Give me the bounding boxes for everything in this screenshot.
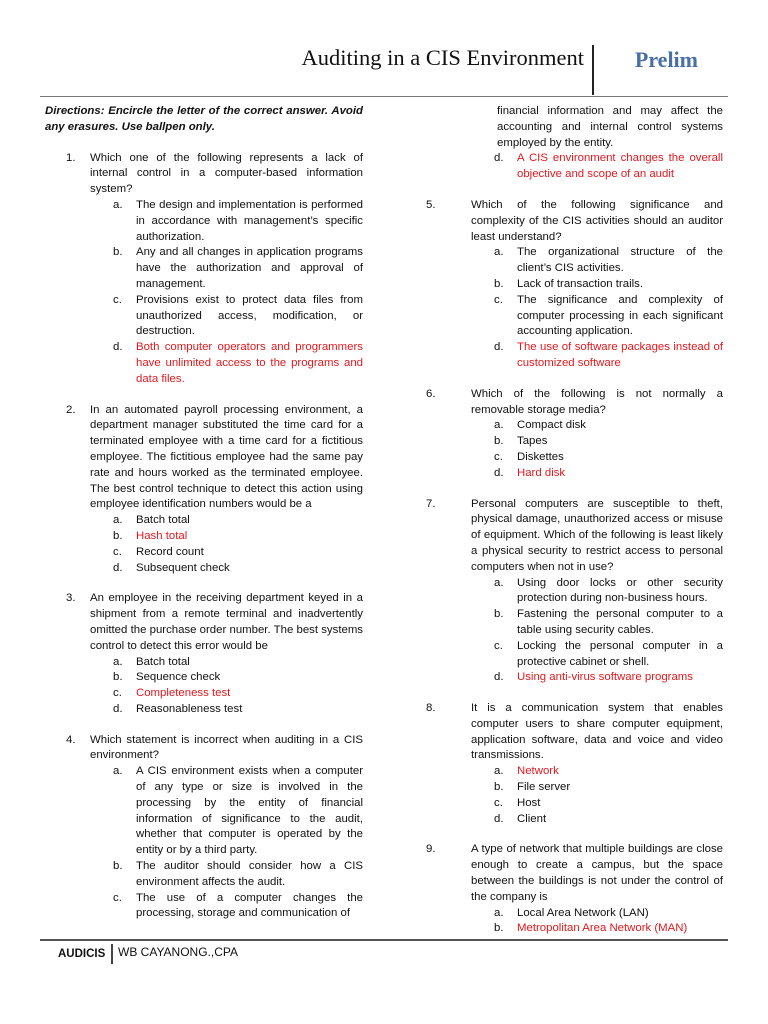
choice-c[interactable] xyxy=(90,891,363,923)
choice-d[interactable] xyxy=(90,561,363,577)
choice-letter: d. xyxy=(494,466,504,479)
choice-text: Metropolitan Area Network (MAN) xyxy=(517,922,688,935)
choice-letter: c. xyxy=(494,293,503,306)
page-header xyxy=(40,40,728,97)
question-text: Personal computers are susceptible to theft, physical damage, unauthorized access or misuse of equipment. Which of the following is least likely a physical security to restrict access to personal computers when not in use? xyxy=(471,497,723,573)
choice-letter: b. xyxy=(113,246,123,259)
choice-letter: c. xyxy=(494,639,503,652)
choice-list xyxy=(471,576,723,687)
choice-letter: d. xyxy=(113,341,123,354)
choice-text: Compact disk xyxy=(517,419,587,432)
choice-letter: c. xyxy=(113,545,122,558)
question-6 xyxy=(426,387,723,482)
question-1 xyxy=(45,151,363,388)
question-number: 9. xyxy=(426,843,436,856)
choice-list xyxy=(471,906,723,938)
choice-text: File server xyxy=(517,781,571,794)
choice-d[interactable] xyxy=(471,340,723,372)
choice-c[interactable] xyxy=(471,450,723,466)
course-code: AUDICIS xyxy=(58,948,106,960)
question-text: A type of network that multiple buildings are close enough to create a campus, but the space between the buildings is not under the control of the company is xyxy=(471,843,723,903)
right-column xyxy=(426,104,723,952)
choice-b[interactable] xyxy=(90,859,363,891)
choice-text: Locking the personal computer in a protective cabinet or shell. xyxy=(517,639,723,668)
question-text: An employee in the receiving department keyed in a shipment from a remote terminal and inadvertently omitted the purchase order number. The best systems control to detect this error would be xyxy=(90,592,363,652)
choice-c[interactable] xyxy=(90,293,363,340)
question-2 xyxy=(45,403,363,577)
choice-letter: c. xyxy=(113,687,122,700)
choice-letter: b. xyxy=(494,781,504,794)
choice-letter: a. xyxy=(113,198,123,211)
choice-text: The use of software packages instead of customized software xyxy=(517,341,723,369)
header-divider xyxy=(592,45,594,95)
choice-a[interactable] xyxy=(90,655,363,671)
choice-letter: d. xyxy=(494,152,504,165)
author-name: WB CAYANONG.,CPA xyxy=(118,945,239,959)
choice-letter: a. xyxy=(113,655,123,668)
choice-a[interactable] xyxy=(90,513,363,529)
choice-letter: b. xyxy=(113,671,123,684)
choice-text: Both computer operators and programmers have unlimited access to the programs and data files. xyxy=(136,341,363,385)
choice-letter: b. xyxy=(494,277,504,290)
choice-letter: d. xyxy=(494,671,504,684)
choice-letter: d. xyxy=(113,561,123,574)
choice-a[interactable] xyxy=(90,764,363,859)
choice-letter: b. xyxy=(494,922,504,935)
choice-letter: b. xyxy=(494,608,504,621)
question-text: Which of the following is not normally a removable storage media? xyxy=(471,387,723,416)
choice-b[interactable] xyxy=(90,670,363,686)
choice-a[interactable] xyxy=(471,418,723,434)
question-number: 7. xyxy=(426,497,436,510)
question-text: It is a communication system that enables computer users to share computer equipment, application software, data and voice and video transmissions. xyxy=(471,702,723,762)
question-4 xyxy=(45,733,363,923)
choice-text: Batch total xyxy=(136,655,190,668)
choice-text: Batch total xyxy=(136,514,190,527)
choice-b[interactable] xyxy=(90,245,363,292)
choice-d[interactable] xyxy=(90,702,363,718)
choice-letter: a. xyxy=(494,246,504,259)
choice-letter: b. xyxy=(113,529,123,542)
choice-d[interactable] xyxy=(471,670,723,686)
question-9 xyxy=(426,842,723,937)
choice-letter: d. xyxy=(494,812,504,825)
choice-letter: a. xyxy=(113,514,123,527)
choice-list xyxy=(90,764,363,922)
question-number: 6. xyxy=(426,387,436,400)
choice-d[interactable] xyxy=(471,466,723,482)
choice-c[interactable] xyxy=(471,639,723,671)
choice-text: Subsequent check xyxy=(136,561,230,574)
choice-a[interactable] xyxy=(471,245,723,277)
choice-list xyxy=(90,655,363,718)
choice-letter: b. xyxy=(494,435,504,448)
question-number: 8. xyxy=(426,702,436,715)
choice-d[interactable] xyxy=(471,151,723,183)
choice-a[interactable] xyxy=(90,198,363,245)
question-8 xyxy=(426,701,723,827)
choice-letter: c. xyxy=(113,891,122,904)
choice-d[interactable] xyxy=(90,340,363,387)
choice-letter: a. xyxy=(494,906,504,919)
choice-letter: a. xyxy=(113,765,123,778)
choice-text: The significance and complexity of computer processing in each significant accounting application. xyxy=(517,293,723,338)
question-number xyxy=(426,104,471,183)
question-number: 4. xyxy=(66,733,76,746)
page-title: Auditing in a CIS Environment xyxy=(301,45,584,70)
choice-text: Reasonableness test xyxy=(136,702,243,715)
choice-b[interactable] xyxy=(471,434,723,450)
choice-letter: d. xyxy=(494,341,504,354)
choice-text: Network xyxy=(517,765,559,778)
choice-list xyxy=(90,198,363,388)
choice-text: Hard disk xyxy=(517,466,566,479)
choice-text: Using door locks or other security protection during non-business hours. xyxy=(517,576,723,605)
choice-letter: c. xyxy=(113,293,122,306)
choice-c[interactable] xyxy=(471,796,723,812)
choice-b[interactable] xyxy=(471,277,723,293)
question-4-continued xyxy=(426,104,723,183)
choice-letter: c. xyxy=(494,796,503,809)
choice-a[interactable] xyxy=(471,576,723,608)
question-text: Which of the following significance and complexity of the CIS activities should an auditor least understand? xyxy=(471,198,723,243)
question-number: 1. xyxy=(66,151,76,164)
choice-letter: a. xyxy=(494,576,504,589)
choice-c[interactable] xyxy=(90,545,363,561)
choice-text: A CIS environment changes the overall objective and scope of an audit xyxy=(517,152,723,181)
choice-text: The use of a computer changes the processing, storage and communication of xyxy=(136,891,363,920)
choice-text: Using anti-virus software programs xyxy=(517,671,693,684)
question-7 xyxy=(426,497,723,687)
choice-d[interactable] xyxy=(471,812,723,828)
choice-text: Client xyxy=(517,812,547,825)
question-text: Which statement is incorrect when auditing in a CIS environment? xyxy=(90,733,363,762)
choice-b[interactable] xyxy=(471,921,723,937)
choice-letter: a. xyxy=(494,765,504,778)
question-number: 2. xyxy=(66,403,76,416)
left-column xyxy=(45,104,363,937)
choice-list xyxy=(471,764,723,827)
question-number: 5. xyxy=(426,198,436,211)
choice-text: Lack of transaction trails. xyxy=(517,277,643,290)
choice-list xyxy=(90,513,363,576)
question-3 xyxy=(45,591,363,717)
choice-text: Any and all changes in application programs have the authorization and approval of management. xyxy=(136,246,363,290)
choice-a[interactable] xyxy=(471,764,723,780)
choice-a[interactable] xyxy=(471,906,723,922)
choice-text: Hash total xyxy=(136,529,188,542)
exam-period-label: Prelim xyxy=(634,47,698,72)
choice-letter: d. xyxy=(113,702,123,715)
choice-list xyxy=(471,245,723,371)
choice-text: Provisions exist to protect data files from unauthorized access, modification, or destruction. xyxy=(136,293,363,338)
question-text: In an automated payroll processing environment, a department manager substituted the time card for a terminated employee with a time card for a fictitious employee. The fictitious employee had the same pay rate and hours worked as the terminated employee. The best control technique to detect this action using employee identification numbers would be a xyxy=(90,403,363,511)
choice-text: Fastening the personal computer to a table using security cables. xyxy=(517,608,723,636)
question-number: 3. xyxy=(66,592,76,605)
choice-text: The design and implementation is performed in accordance with management’s specific authorization. xyxy=(136,198,363,243)
choice-text: Local Area Network (LAN) xyxy=(517,906,649,919)
choice-list xyxy=(471,418,723,481)
choice-text: The organizational structure of the client’s CIS activities. xyxy=(517,246,723,275)
choice-letter: c. xyxy=(494,450,503,463)
question-text: Which one of the following represents a lack of internal control in a computer-based information system? xyxy=(90,151,363,196)
choice-text: The auditor should consider how a CIS environment affects the audit. xyxy=(136,860,363,888)
page-footer xyxy=(40,939,728,967)
choice-text: Tapes xyxy=(517,435,548,448)
choice-text: Completeness test xyxy=(136,687,231,700)
choice-text: Sequence check xyxy=(136,671,221,684)
question-5 xyxy=(426,198,723,372)
directions: Directions: Encircle the letter of the correct answer. Avoid any erasures. Use ballpen only. xyxy=(45,105,363,133)
choice-list xyxy=(471,151,723,183)
choice-text: Record count xyxy=(136,545,204,558)
footer-divider xyxy=(111,944,113,964)
choice-letter: a. xyxy=(494,419,504,432)
choice-c-continued-text: financial information and may affect the accounting and internal control systems employed by the entity. xyxy=(497,105,723,149)
choice-c[interactable] xyxy=(90,686,363,702)
choice-text: A CIS environment exists when a computer of any type or size is involved in the processing by the entity of financial information of significance to the audit, whether that computer is operated by the entity or by a third party. xyxy=(136,765,363,857)
choice-b[interactable] xyxy=(471,607,723,639)
choice-b[interactable] xyxy=(90,529,363,545)
choice-b[interactable] xyxy=(471,780,723,796)
choice-c[interactable] xyxy=(471,293,723,340)
choice-text: Diskettes xyxy=(517,450,564,463)
choice-text: Host xyxy=(517,796,541,809)
choice-letter: b. xyxy=(113,860,123,873)
